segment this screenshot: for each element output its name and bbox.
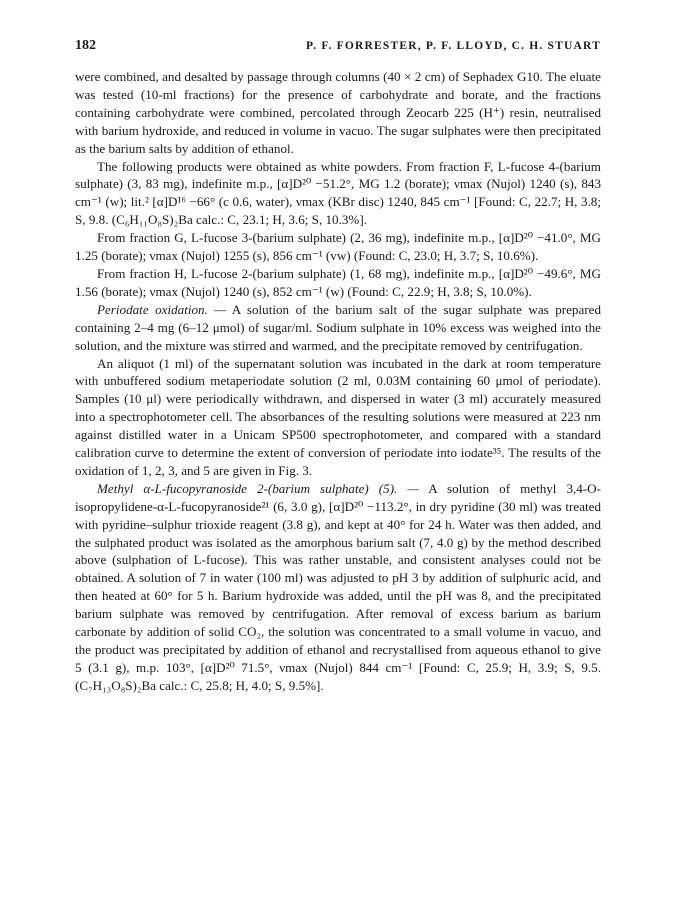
paragraph-text: An aliquot (1 ml) of the supernatant solution was incubated in the dark at room temperature with unbuffered sodium metaperiodate solution (2 ml, 0.03M containing 60 μmol of periodate). Samples (10 μl) were periodically withdrawn, and dispersed in water (3 ml) accurately measured into a spectrophotometer cell. The absorbances of the resulting solutions were measured at 223 nm against distilled water in a Unicam SP500 spectrophotometer, and compared with a standard calibration curve to determine the extent of conversion of periodate into iodate³⁵. The results of the oxidation of 1, 2, 3, and 5 are given in Fig. 3. bbox=[75, 355, 601, 478]
body-text bbox=[75, 68, 601, 695]
paragraph bbox=[75, 265, 601, 301]
section-run-in-heading: Periodate oxidation. — bbox=[97, 301, 226, 317]
paragraph-text: The following products were obtained as white powders. From fraction F, L-fucose 4-(barium sulphate) (3, 83 mg), indefinite m.p., [α]D²⁰ −51.2°, MG 1.2 (borate); νmax (Nujol) 1240 (s), 843 cm⁻¹ (w); lit.² [α]D¹⁶ −66° (c 0.6, water), νmax (KBr disc) 1240, 845 cm⁻¹ [Found: C, 22.7; H, 3.8; S, 9.8. (C₆H₁₁O₈S)₂Ba calc.: C, 23.1; H, 3.6; S, 10.3%]. bbox=[75, 158, 601, 228]
running-head-authors: P. F. FORRESTER, P. F. LLOYD, C. H. STUART bbox=[306, 40, 601, 52]
paragraph-text: From fraction H, L-fucose 2-(barium sulphate) (1, 68 mg), indefinite m.p., [α]D²⁰ −49.6°, MG 1.56 (borate); νmax (Nujol) 1240 (s), 852 cm⁻¹ (w) (Found: C, 22.9; H, 3.8; S, 10.0%). bbox=[75, 265, 601, 299]
paragraph-text: A solution of the barium salt of the sugar sulphate was prepared containing 2–4 mg (6–12 μmol) of sugar/ml. Sodium sulphate in 10% excess was weighed into the solution, and the mixture was stirred and warmed, and the precipitate removed by centrifugation. bbox=[75, 301, 601, 353]
paragraph bbox=[75, 158, 601, 230]
page-header bbox=[75, 38, 601, 54]
paragraph-text: were combined, and desalted by passage through columns (40 × 2 cm) of Sephadex G10. The eluate was tested (10-ml fractions) for the presence of carbohydrate and borate, and the fractions containing carbohydrate were combined, percolated through Zeocarb 225 (H⁺) resin, neutralised with barium hydroxide, and reduced in volume in vacuo. The sugar sulphates were then precipitated as the barium salts by addition of ethanol. bbox=[75, 69, 601, 156]
paragraph bbox=[75, 229, 601, 265]
paragraph bbox=[75, 480, 601, 695]
paragraph bbox=[75, 68, 601, 158]
section-run-in-heading: Methyl α-L-fucopyranoside 2-(barium sulphate) (5). — bbox=[97, 480, 419, 496]
paragraph bbox=[75, 301, 601, 355]
paragraph-text: From fraction G, L-fucose 3-(barium sulphate) (2, 36 mg), indefinite m.p., [α]D²⁰ −41.0°, MG 1.25 (borate); νmax (Nujol) 1255 (s), 856 cm⁻¹ (vw) (Found: C, 23.0; H, 3.7; S, 10.6%). bbox=[75, 230, 601, 264]
page-number: 182 bbox=[75, 38, 96, 53]
paragraph bbox=[75, 355, 601, 480]
paragraph-text: A solution of methyl 3,4-O-isopropylidene-α-L-fucopyranoside²¹ (6, 3.0 g), [α]D²⁰ −113.2°, in dry pyridine (30 ml) was treated with pyridine–sulphur trioxide reagent (3.8 g), and kept at 40° for 24 h. Water was then added, and the sulphated product was isolated as the amorphous barium salt (7, 4.0 g) by the method described above (sulphation of L-fucose). This was rather unstable, and consistent analyses could not be obtained. A solution of 7 in water (100 ml) was adjusted to pH 3 by addition of sulphuric acid, and then heated at 60° for 5 h. Barium hydroxide was added, until the pH was 8, and the precipitated barium sulphate was removed by centrifugation. After removal of excess barium as barium carbonate by addition of solid CO₂, the solution was concentrated to a small volume in vacuo, and the product was precipitated by addition of ethanol and recrystallised from aqueous ethanol to give 5 (3.1 g), m.p. 103°, [α]D²⁰ 71.5°, νmax (Nujol) 844 cm⁻¹ [Found: C, 25.9; H, 3.9; S, 9.5. (C₇H₁₃O₈S)₂Ba calc.: C, 25.8; H, 4.0; S, 9.5%]. bbox=[75, 480, 601, 693]
